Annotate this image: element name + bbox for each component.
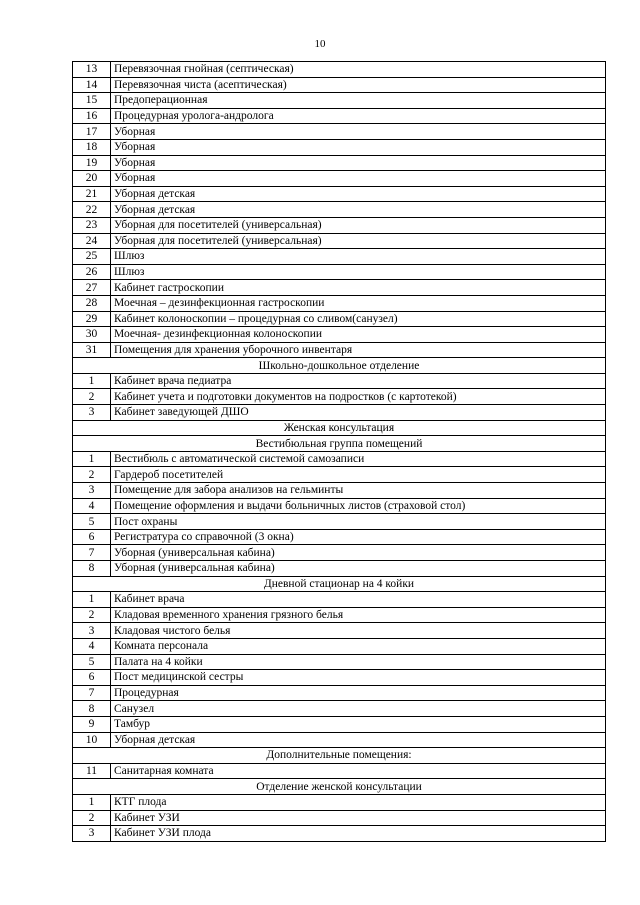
room-name: Уборная (универсальная кабина) — [111, 561, 606, 577]
table-row — [73, 638, 606, 654]
room-name: Помещения для хранения уборочного инвентаря — [111, 342, 606, 358]
table-row — [73, 498, 606, 514]
table-row — [73, 77, 606, 93]
table-row — [73, 716, 606, 732]
row-number: 11 — [73, 763, 111, 779]
section-title: Дневной стационар на 4 койки — [73, 576, 606, 592]
row-number: 24 — [73, 233, 111, 249]
row-number: 8 — [73, 701, 111, 717]
row-number: 6 — [73, 670, 111, 686]
room-name: Процедурная — [111, 685, 606, 701]
row-number: 3 — [73, 826, 111, 842]
section-header-row — [73, 576, 606, 592]
room-name: Перевязочная гнойная (септическая) — [111, 62, 606, 78]
room-name: Уборная детская — [111, 186, 606, 202]
row-number: 2 — [73, 810, 111, 826]
room-name: Предоперационная — [111, 93, 606, 109]
room-name: Регистратура со справочной (3 окна) — [111, 529, 606, 545]
row-number: 25 — [73, 249, 111, 265]
row-number: 7 — [73, 545, 111, 561]
table-row — [73, 467, 606, 483]
room-name: Пост медицинской сестры — [111, 670, 606, 686]
table-row — [73, 124, 606, 140]
section-header-row — [73, 779, 606, 795]
table-row — [73, 327, 606, 343]
row-number: 3 — [73, 483, 111, 499]
row-number: 1 — [73, 451, 111, 467]
row-number: 1 — [73, 794, 111, 810]
room-name: Шлюз — [111, 249, 606, 265]
room-name: Помещение для забора анализов на гельминты — [111, 483, 606, 499]
row-number: 10 — [73, 732, 111, 748]
room-name: Вестибюль с автоматической системой самозаписи — [111, 451, 606, 467]
table-row — [73, 592, 606, 608]
room-name: Уборная — [111, 139, 606, 155]
table-row — [73, 701, 606, 717]
section-header-row — [73, 436, 606, 452]
section-title: Дополнительные помещения: — [73, 748, 606, 764]
table-row — [73, 155, 606, 171]
room-name: Санитарная комната — [111, 763, 606, 779]
row-number: 30 — [73, 327, 111, 343]
room-name: Моечная – дезинфекционная гастроскопии — [111, 295, 606, 311]
table-row — [73, 623, 606, 639]
section-title: Женская консультация — [73, 420, 606, 436]
room-name: Перевязочная чиста (асептическая) — [111, 77, 606, 93]
row-number: 2 — [73, 467, 111, 483]
table-row — [73, 217, 606, 233]
room-name: Кабинет врача — [111, 592, 606, 608]
table-row — [73, 545, 606, 561]
row-number: 26 — [73, 264, 111, 280]
page-number: 10 — [314, 38, 326, 50]
room-name: Уборная детская — [111, 732, 606, 748]
row-number: 8 — [73, 561, 111, 577]
room-name: Кабинет учета и подготовки документов на подростков (с картотекой) — [111, 389, 606, 405]
table-row — [73, 62, 606, 78]
table-row — [73, 389, 606, 405]
table-row — [73, 373, 606, 389]
table-row — [73, 249, 606, 265]
row-number: 2 — [73, 389, 111, 405]
table-row — [73, 93, 606, 109]
row-number: 5 — [73, 514, 111, 530]
room-name: Уборная — [111, 124, 606, 140]
row-number: 23 — [73, 217, 111, 233]
section-header-row — [73, 748, 606, 764]
room-name: Кабинет УЗИ — [111, 810, 606, 826]
room-name: Пост охраны — [111, 514, 606, 530]
table-row — [73, 607, 606, 623]
row-number: 16 — [73, 108, 111, 124]
table-row — [73, 139, 606, 155]
table-row — [73, 561, 606, 577]
row-number: 28 — [73, 295, 111, 311]
row-number: 18 — [73, 139, 111, 155]
room-name: Кабинет колоноскопии – процедурная со сливом(санузел) — [111, 311, 606, 327]
room-name: Уборная для посетителей (универсальная) — [111, 233, 606, 249]
room-name: Санузел — [111, 701, 606, 717]
row-number: 31 — [73, 342, 111, 358]
room-name: Палата на 4 койки — [111, 654, 606, 670]
room-name: Кабинет гастроскопии — [111, 280, 606, 296]
row-number: 1 — [73, 373, 111, 389]
room-name: Уборная детская — [111, 202, 606, 218]
table-row — [73, 311, 606, 327]
row-number: 21 — [73, 186, 111, 202]
room-name: Уборная (универсальная кабина) — [111, 545, 606, 561]
table-row — [73, 295, 606, 311]
row-number: 6 — [73, 529, 111, 545]
table-row — [73, 264, 606, 280]
table-row — [73, 405, 606, 421]
section-header-row — [73, 420, 606, 436]
room-name: Уборная для посетителей (универсальная) — [111, 217, 606, 233]
table-row — [73, 233, 606, 249]
room-name: Шлюз — [111, 264, 606, 280]
row-number: 4 — [73, 498, 111, 514]
row-number: 15 — [73, 93, 111, 109]
table-row — [73, 171, 606, 187]
rooms-table — [72, 61, 606, 842]
room-name: Тамбур — [111, 716, 606, 732]
row-number: 3 — [73, 623, 111, 639]
room-name: Процедурная уролога-андролога — [111, 108, 606, 124]
row-number: 22 — [73, 202, 111, 218]
table-row — [73, 810, 606, 826]
room-name: КТГ плода — [111, 794, 606, 810]
table-row — [73, 108, 606, 124]
room-name: Комната персонала — [111, 638, 606, 654]
row-number: 7 — [73, 685, 111, 701]
row-number: 4 — [73, 638, 111, 654]
table-row — [73, 826, 606, 842]
room-name: Уборная — [111, 171, 606, 187]
table-row — [73, 732, 606, 748]
row-number: 9 — [73, 716, 111, 732]
room-name: Моечная- дезинфекционная колоноскопии — [111, 327, 606, 343]
table-row — [73, 202, 606, 218]
section-title: Отделение женской консультации — [73, 779, 606, 795]
table-row — [73, 342, 606, 358]
table-row — [73, 685, 606, 701]
room-name: Кабинет врача педиатра — [111, 373, 606, 389]
room-name: Кабинет УЗИ плода — [111, 826, 606, 842]
row-number: 17 — [73, 124, 111, 140]
table-row — [73, 794, 606, 810]
table-row — [73, 670, 606, 686]
table-row — [73, 514, 606, 530]
rooms-table-body — [73, 62, 606, 842]
room-name: Уборная — [111, 155, 606, 171]
table-row — [73, 763, 606, 779]
section-title: Школьно-дошкольное отделение — [73, 358, 606, 374]
table-row — [73, 483, 606, 499]
row-number: 27 — [73, 280, 111, 296]
row-number: 13 — [73, 62, 111, 78]
row-number: 14 — [73, 77, 111, 93]
room-name: Гардероб посетителей — [111, 467, 606, 483]
room-name: Кладовая чистого белья — [111, 623, 606, 639]
row-number: 29 — [73, 311, 111, 327]
room-name: Помещение оформления и выдачи больничных листов (страховой стол) — [111, 498, 606, 514]
room-name: Кладовая временного хранения грязного белья — [111, 607, 606, 623]
row-number: 1 — [73, 592, 111, 608]
row-number: 20 — [73, 171, 111, 187]
row-number: 3 — [73, 405, 111, 421]
table-row — [73, 654, 606, 670]
row-number: 2 — [73, 607, 111, 623]
table-row — [73, 186, 606, 202]
row-number: 19 — [73, 155, 111, 171]
table-row — [73, 451, 606, 467]
section-header-row — [73, 358, 606, 374]
room-name: Кабинет заведующей ДШО — [111, 405, 606, 421]
section-title: Вестибюльная группа помещений — [73, 436, 606, 452]
table-row — [73, 529, 606, 545]
table-row — [73, 280, 606, 296]
row-number: 5 — [73, 654, 111, 670]
